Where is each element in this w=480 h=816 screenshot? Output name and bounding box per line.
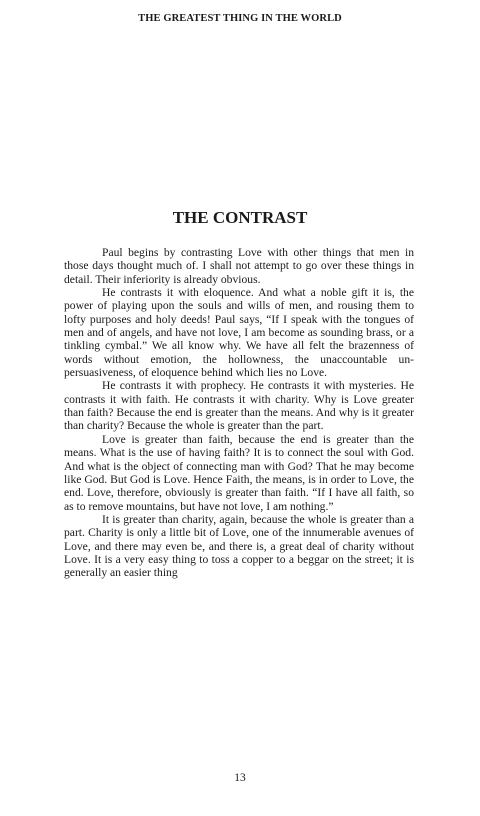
page-number: 13 [234,772,246,784]
running-head: THE GREATEST THING IN THE WORLD [138,13,342,24]
chapter-title: THE CONTRAST [172,208,308,227]
paragraph: Paul begins by contrasting Love with other things that men in those days thought much of. I shall not attempt to go over these things in detail. Their inferiority is already obvious. [64,246,414,286]
body-text [64,246,414,580]
paragraph: He contrasts it with eloquence. And what a noble gift it is, the power of playing upon the souls and wills of men, and rousing them to lofty purposes and holy deeds! Paul says, “If I speak with the tongues of men and of angels, and have not love, I am become as sounding brass, or a tinkling cymbal.” We all know why. We have all felt the brazenness of words without emotion, the hollowness, the unaccountable un-persuasiveness, of eloquence behind which lies no Love. [64,286,414,380]
paragraph: Love is greater than faith, because the end is greater than the means. What is the use of having faith? It is to connect the soul with God. And what is the object of connecting man with God? That he may become like God. But God is Love. Hence Faith, the means, is in order to Love, the end. Love, therefore, obviously is greater than faith. “If I have all faith, so as to remove mountains, but have not love, I am nothing.” [64,432,414,513]
paragraph: He contrasts it with prophecy. He contrasts it with mysteries. He contrasts it with faith. He contrasts it with charity. Why is Love greater than faith? Because the end is greater than the means. And why is it greater than charity? Because the whole is greater than the part. [64,379,414,433]
paragraph: It is greater than charity, again, because the whole is greater than a part. Charity is only a little bit of Love, one of the innumerable avenues of Love, and there may even be, and there is, a great deal of charity without Love. It is a very easy thing to toss a copper to a beggar on the street; it is generally an easier thing [64,512,414,580]
